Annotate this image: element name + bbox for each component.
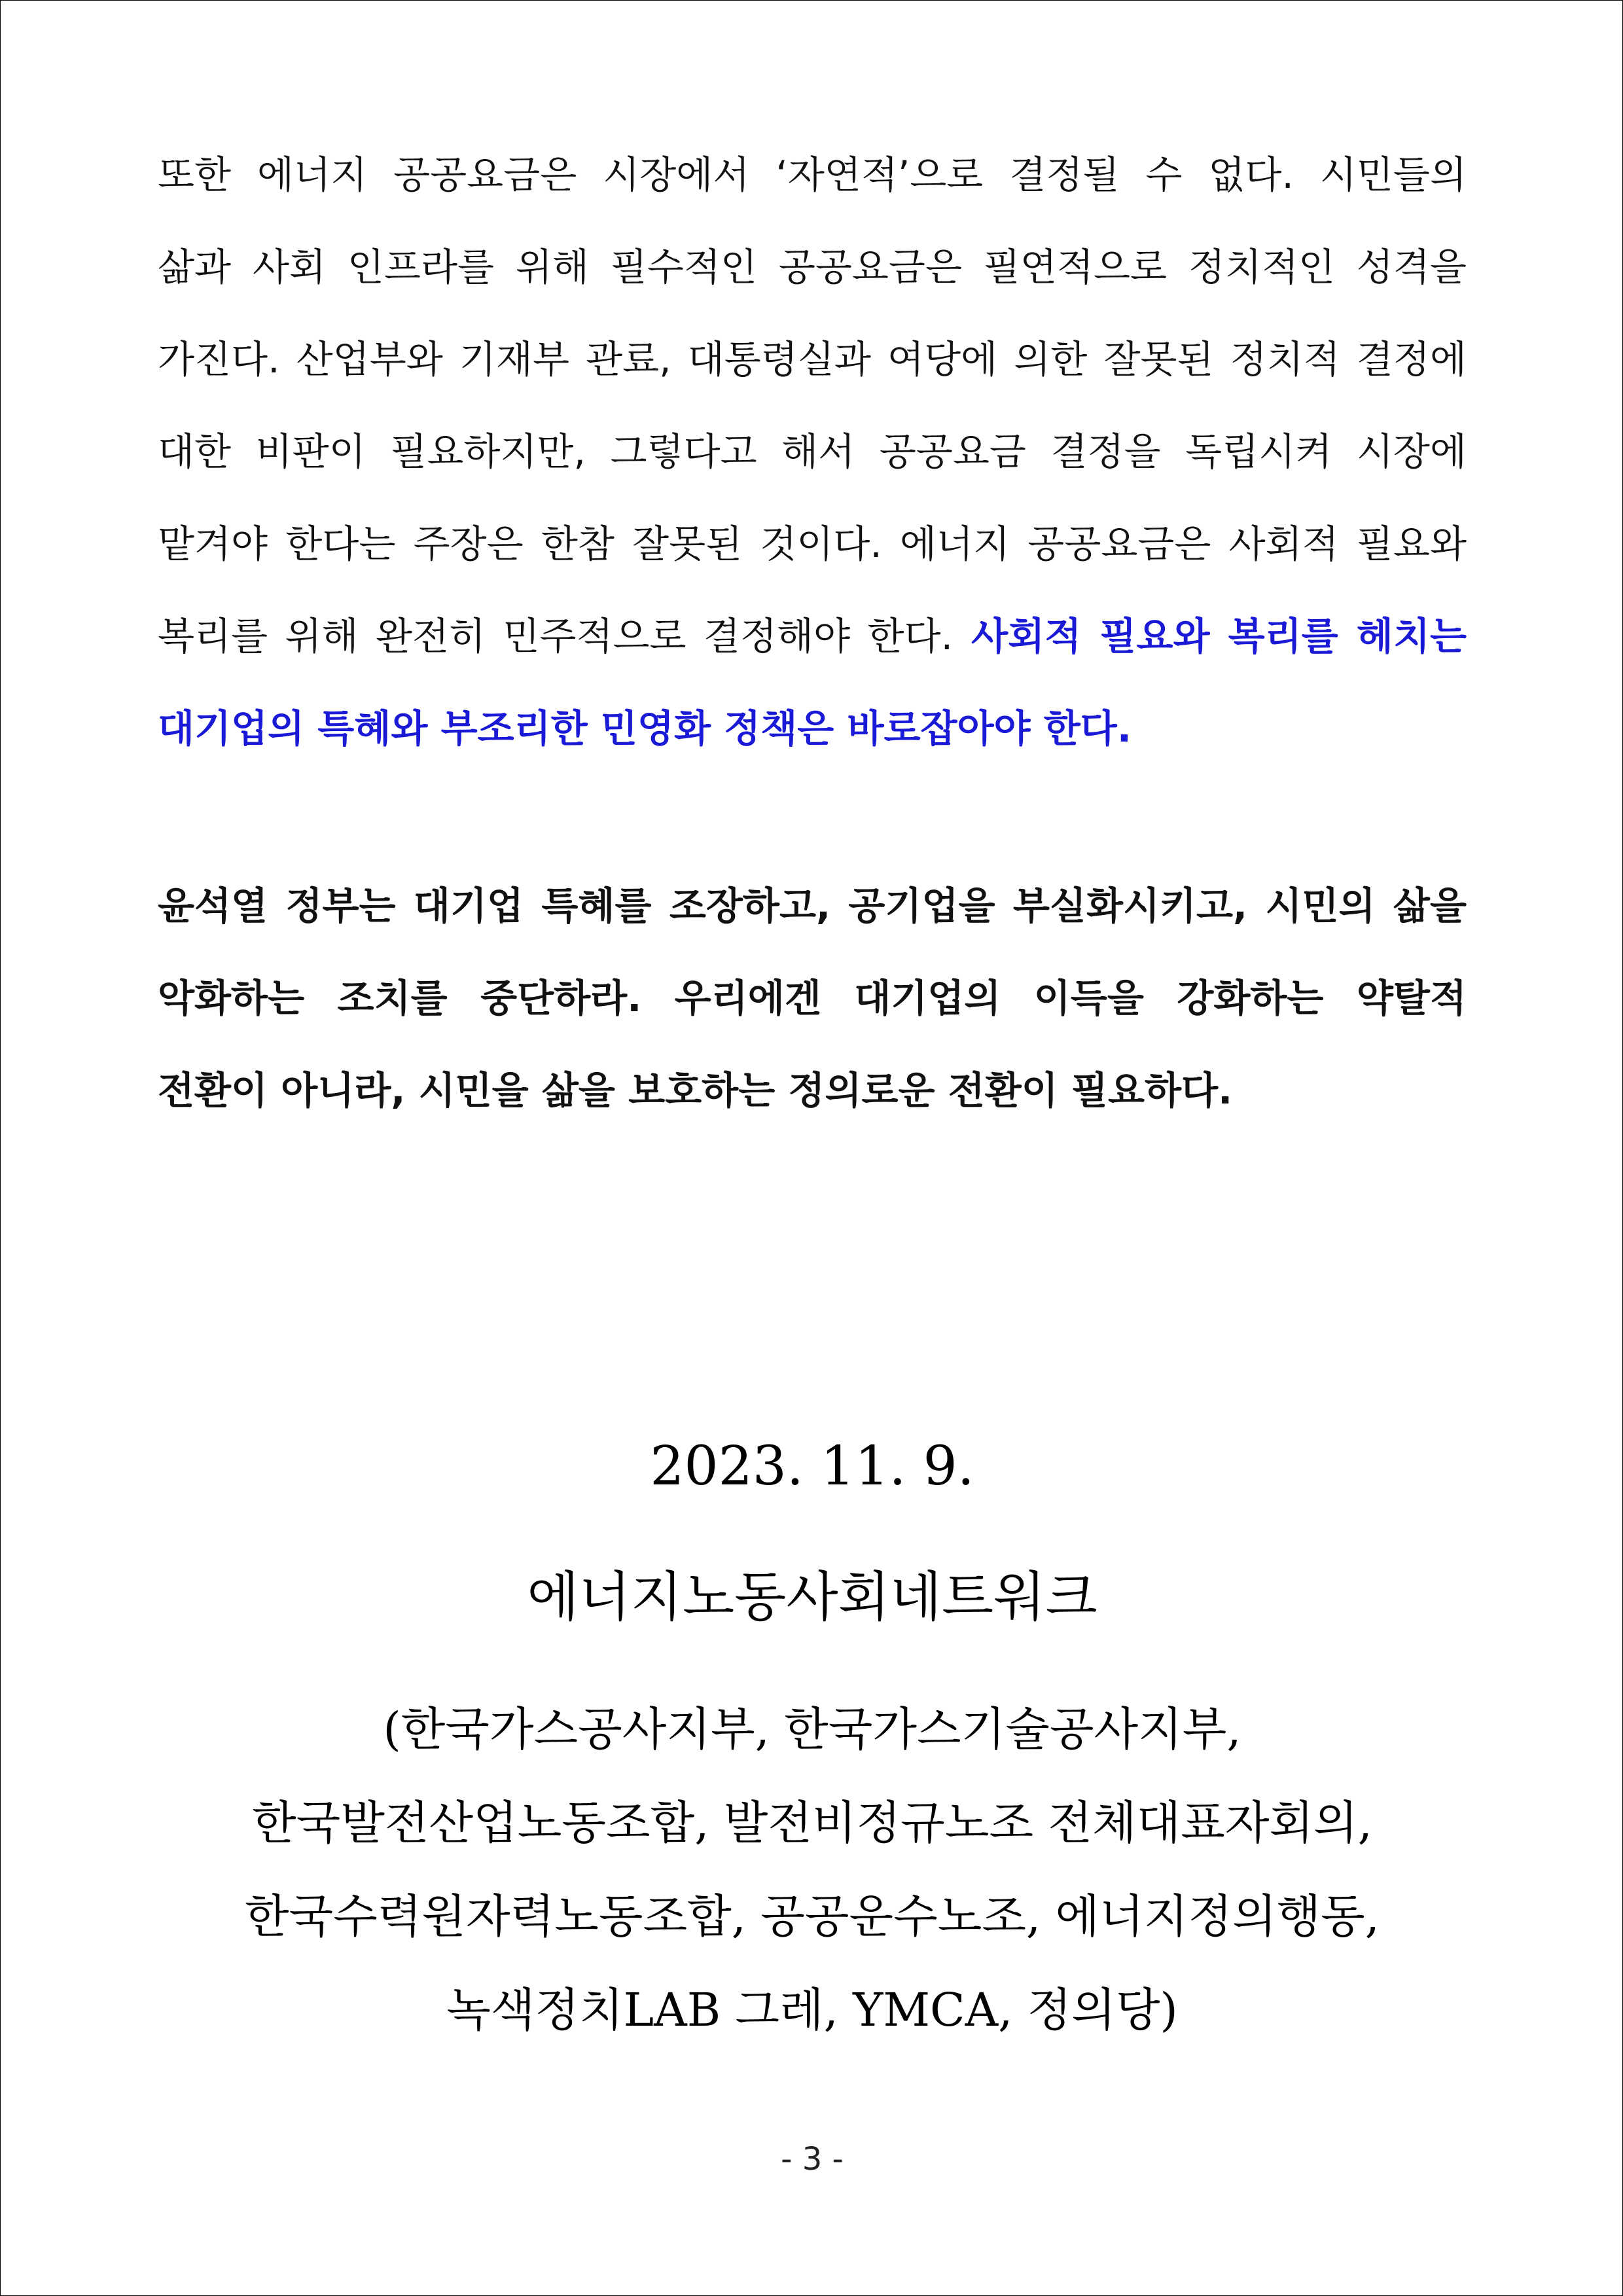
paragraph-line: 또한 에너지 공공요금은 시장에서 ‘자연적’으로 결정될 수 없다. 시민들의	[158, 152, 1467, 197]
organization-name: 에너지노동사회네트워크	[527, 1566, 1097, 1628]
paragraph-line: 전환이 아니라, 시민을 삶을 보호하는 정의로운 전환이 필요하다.	[158, 1068, 1233, 1113]
member-line: (한국가스공사지부, 한국가스기술공사지부,	[383, 1702, 1241, 1756]
highlight-line: 대기업의 특혜와 부조리한 민영화 정책은 바로잡아야 한다.	[158, 706, 1132, 751]
member-line: 한국수력원자력노동조합, 공공운수노조, 에너지정의행동,	[244, 1890, 1380, 1943]
paragraph-line: 윤석열 정부는 대기업 특혜를 조장하고, 공기업을 부실화시키고, 시민의 삶을	[158, 884, 1467, 928]
paragraph-line: 맡겨야 한다는 주장은 한참 잘못된 것이다. 에너지 공공요금은 사회적 필요와	[158, 522, 1467, 566]
page-number: - 3 -	[781, 2141, 844, 2178]
paragraph-line: 가진다. 산업부와 기재부 관료, 대통령실과 여당에 의한 잘못된 정치적 결정에	[158, 337, 1467, 382]
paragraph-demand	[158, 860, 1467, 1137]
member-line: 녹색정치LAB 그레, YMCA, 정의당)	[446, 1983, 1178, 2037]
highlight-text: 사회적 필요와 복리를 헤치는	[953, 614, 1467, 658]
member-organizations	[1, 1683, 1623, 2057]
paragraph-line-mixed	[158, 590, 1467, 683]
paragraph-line: 대한 비판이 필요하지만, 그렇다고 해서 공공요금 결정을 독립시켜 시장에	[158, 429, 1467, 474]
member-line: 한국발전산업노동조합, 발전비정규노조 전체대표자회의,	[252, 1796, 1372, 1850]
statement-date: 2023. 11. 9.	[650, 1435, 974, 1498]
paragraph-line: 악화하는 조치를 중단하라. 우리에겐 대기업의 이득을 강화하는 약탈적	[158, 976, 1467, 1020]
paragraph-text: 복리를 위해 완전히 민주적으로 결정해야 한다.	[158, 614, 954, 658]
paragraph-line: 삶과 사회 인프라를 위해 필수적인 공공요금은 필연적으로 정치적인 성격을	[158, 245, 1467, 289]
paragraph-energy-pricing	[158, 129, 1467, 775]
